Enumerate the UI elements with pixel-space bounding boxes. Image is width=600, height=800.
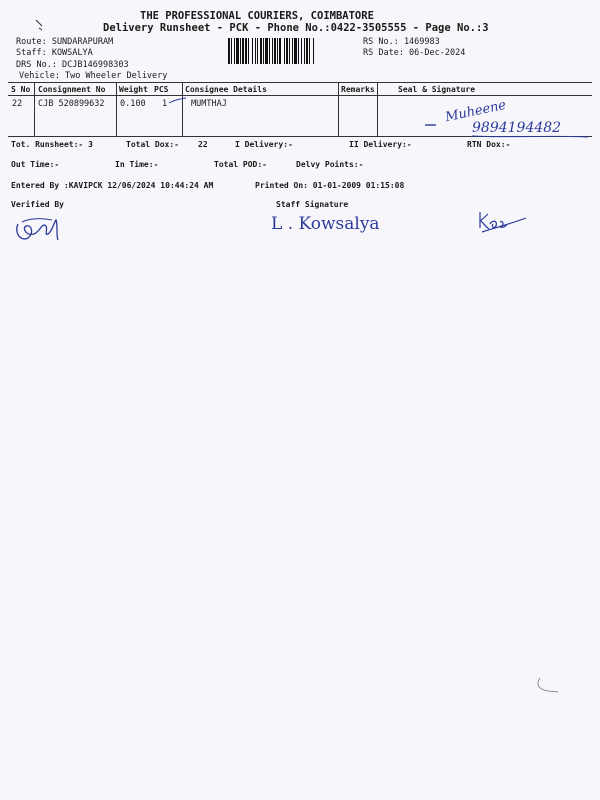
company-name: THE PROFESSIONAL COURIERS, COIMBATORE bbox=[140, 10, 374, 22]
entered-by: Entered By :KAVIPCK 12/06/2024 10:44:24 AM bbox=[11, 181, 214, 190]
delvy-points: Delvy Points:- bbox=[296, 160, 364, 169]
barcode-bar bbox=[252, 38, 253, 64]
receiver-name-handwriting: Muheene bbox=[444, 97, 508, 126]
col-divider bbox=[34, 82, 35, 137]
barcode-bar bbox=[294, 38, 297, 64]
barcode-bar bbox=[279, 38, 281, 64]
rs-date: RS Date: 06-Dec-2024 bbox=[363, 48, 466, 58]
barcode-bar bbox=[263, 38, 264, 64]
barcode-bar bbox=[242, 38, 244, 64]
scan-mark bbox=[532, 676, 562, 696]
header-seal-signature: Seal & Signature bbox=[398, 85, 476, 94]
barcode-bar bbox=[236, 38, 239, 64]
scan-mark bbox=[34, 18, 46, 32]
ii-delivery: II Delivery:- bbox=[349, 140, 412, 149]
barcode-bar bbox=[245, 38, 247, 64]
rs-number: RS No.: 1469983 bbox=[363, 37, 440, 47]
barcode-bar bbox=[260, 38, 262, 64]
cell-pcs: 1 bbox=[162, 99, 168, 109]
phone-underline bbox=[470, 133, 590, 139]
receiver-phone-handwriting: 9894194482 bbox=[472, 120, 562, 136]
out-time: Out Time:- bbox=[11, 160, 60, 169]
route-label: Route: SUNDARAPURAM bbox=[16, 37, 114, 47]
col-divider bbox=[182, 82, 183, 137]
verifier-signature bbox=[12, 212, 64, 246]
barcode-bar bbox=[257, 38, 258, 64]
total-pod: Total POD:- bbox=[214, 160, 267, 169]
vehicle-label: Vehicle: Two Wheeler Delivery bbox=[19, 71, 168, 81]
barcode-bar bbox=[234, 38, 235, 64]
col-divider bbox=[377, 82, 378, 137]
total-dox-label: Total Dox:- bbox=[126, 140, 179, 149]
staff-name-handwriting: L . Kowsalya bbox=[271, 214, 380, 234]
page-title: Delivery Runsheet - PCK - Phone No.:0422-3505555 - Page No.:3 bbox=[103, 22, 489, 34]
header-consignee-details: Consignee Details bbox=[185, 85, 267, 94]
barcode-bar bbox=[289, 38, 290, 64]
barcode-bar bbox=[272, 38, 273, 64]
tot-runsheet: Tot. Runsheet:- 3 bbox=[11, 140, 93, 149]
barcode-bar bbox=[277, 38, 278, 64]
cell-consignee: MUMTHAJ bbox=[191, 99, 227, 109]
barcode-bar bbox=[313, 38, 314, 64]
barcode-bar bbox=[231, 38, 232, 64]
barcode-bar bbox=[304, 38, 305, 64]
rtn-dox: RTN Dox:- bbox=[467, 140, 511, 149]
barcode-bar bbox=[265, 38, 268, 64]
barcode-bar bbox=[269, 38, 270, 64]
barcode-bar bbox=[298, 38, 299, 64]
barcode-bar bbox=[286, 38, 288, 64]
col-divider bbox=[116, 82, 117, 137]
cell-sno: 22 bbox=[12, 99, 23, 109]
in-time: In Time:- bbox=[115, 160, 159, 169]
cell-consignment-no: CJB 520899632 bbox=[38, 99, 105, 109]
table-header-rule bbox=[8, 95, 592, 96]
printed-on: Printed On: 01-01-2009 01:15:08 bbox=[255, 181, 405, 190]
barcode-bar bbox=[255, 38, 256, 64]
header-sno: S No bbox=[11, 85, 31, 94]
barcode-bar bbox=[292, 38, 293, 64]
tick-mark bbox=[168, 96, 188, 106]
header-consignment-no: Consignment No bbox=[38, 85, 106, 94]
barcode-bar bbox=[228, 38, 230, 64]
header-pcs: PCS bbox=[154, 85, 169, 94]
barcode-bar bbox=[274, 38, 276, 64]
staff-label: Staff: KOWSALYA bbox=[16, 48, 93, 58]
i-delivery: I Delivery:- bbox=[235, 140, 293, 149]
staff-signature-label: Staff Signature bbox=[276, 200, 349, 209]
barcode-bar bbox=[309, 38, 310, 64]
barcode-bar bbox=[301, 38, 302, 64]
barcode-bar bbox=[284, 38, 285, 64]
barcode-bar bbox=[240, 38, 241, 64]
barcode bbox=[228, 38, 360, 64]
barcode-bar bbox=[306, 38, 308, 64]
dash-mark bbox=[424, 122, 438, 128]
header-remarks: Remarks bbox=[341, 85, 375, 94]
verified-by-label: Verified By bbox=[11, 200, 64, 209]
barcode-bar bbox=[248, 38, 249, 64]
header-weight: Weight bbox=[119, 85, 148, 94]
staff-initials-signature bbox=[474, 208, 530, 236]
col-divider bbox=[338, 82, 339, 137]
drs-number: DRS No.: DCJB146998303 bbox=[16, 60, 129, 70]
table-top-rule bbox=[8, 82, 592, 83]
cell-weight: 0.100 bbox=[120, 99, 146, 109]
total-dox-value: 22 bbox=[198, 140, 208, 149]
